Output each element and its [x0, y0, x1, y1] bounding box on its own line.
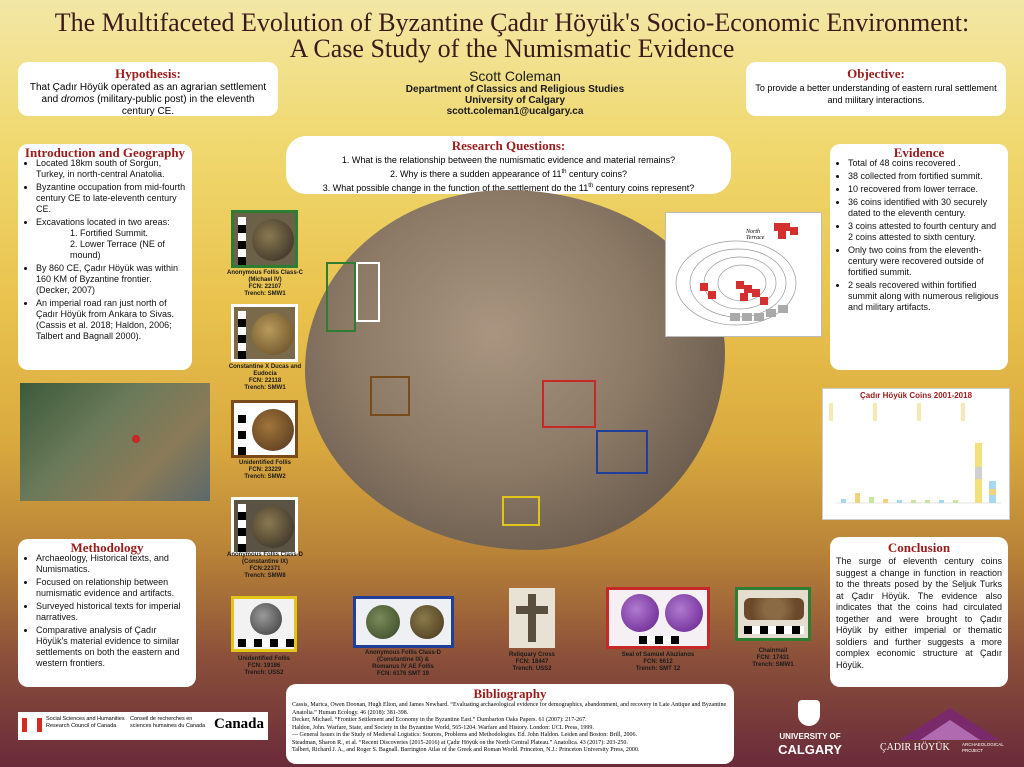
caption-line: Trench: SMW1 [752, 662, 794, 668]
site-plan-map [665, 212, 822, 337]
caption-line: FCN: 6612 [643, 659, 673, 665]
caption-line: (Constantine IX) [242, 559, 288, 565]
methodology-bullet: • Archaeology, Historical texts, and Numismatics. [36, 553, 190, 575]
research-q3-pre: 3. What possible change in the function of the settlement do the 11 [322, 183, 589, 193]
methodology-bullet: • Surveyed historical texts for imperial narratives. [36, 601, 190, 623]
chart-plot [829, 423, 1005, 511]
scale-bar-icon [238, 639, 294, 647]
artifact-caption-6 [348, 650, 458, 678]
author-block [370, 68, 660, 117]
caption-line: FCN: 19186 [247, 663, 281, 669]
caption-line: Trench: SMW8 [244, 573, 286, 579]
intro-heading: Introduction and Geography [24, 145, 186, 160]
ucalgary-logo [760, 700, 860, 760]
coin-caption-4 [220, 552, 310, 580]
coin-caption-2 [220, 364, 310, 392]
caption-line: Trench: USS2 [512, 666, 552, 672]
evidence-bullet: • 2 seals recovered within fortified summit along with numerous religious and military artifacts. [848, 280, 1002, 313]
caption-line: FCN: 23229 [248, 467, 282, 473]
author-univ: University of Calgary [464, 95, 566, 106]
cadir-sub: ARCHAEOLOGICAL PROJECT [962, 742, 1004, 753]
bibliography-heading: Bibliography [473, 686, 547, 701]
title-line-2: A Case Study of the Numismatic Evidence [289, 34, 735, 63]
research-q1: 1. What is the relationship between the numismatic evidence and material remains? [341, 155, 676, 165]
cadir-hoyuk-logo [880, 702, 1010, 760]
chart-bar [939, 500, 944, 503]
chart-bar [911, 500, 916, 503]
artifact-photo-7 [509, 588, 555, 648]
site-plan-contours [666, 213, 821, 336]
sshrc-en: Social Sciences and Humanities Research Council of Canada [46, 716, 125, 729]
hypothesis-box [18, 62, 278, 116]
evidence-bullet: • 38 collected from fortified summit. [848, 171, 1002, 182]
artifact-photo-9 [735, 587, 811, 641]
coin-photo-1 [231, 210, 298, 268]
caption-line: Constantine X Ducas and [228, 364, 302, 370]
bib-ref: Cassis, Marica, Owen Doonan, Hugh Elton, and James Newhard. “Evaluating archaeological evidence for demographics, abandonment, and recovery in Late Antique and Byzantine Anatolia.” Human Ecology. 46 (2018): 381-398. [292, 702, 727, 716]
evidence-heading: Evidence [893, 145, 945, 160]
artifact-photo-5 [231, 596, 297, 652]
author-name: Scott Coleman [469, 68, 561, 84]
author-email[interactable]: scott.coleman1@ucalgary.ca [446, 106, 584, 117]
seal-icon [665, 594, 703, 632]
coin-icon [410, 605, 444, 639]
bib-ref: — General Issues in the Study of Medieval Logistics: Sources, Problems and Methodologies. Ed. John Haldon. Leiden and Boston: Brill, 2006. [292, 732, 637, 738]
scale-bar-icon [238, 504, 246, 552]
canada-wordmark: Canada [214, 716, 265, 732]
intro-bullet: • Located 18km south of Sorgun, Turkey, in north-central Anatolia. [36, 158, 186, 180]
chart-bar [841, 499, 846, 503]
chart-title: Çadır Höyük Coins 2001-2018 [859, 391, 973, 400]
caption-line: Anonymous Follis Class-D [226, 552, 303, 558]
chart-bar [897, 500, 902, 503]
intro-bullet: • By 860 CE, Çadır Höyük was within 160 KM of Byzantine frontier. (Decker, 2007) [36, 263, 186, 296]
evidence-bullet: • Only two coins from the eleventh-century were recovered outside of fortified summit. [848, 245, 1002, 278]
caption-line: Trench: USS2 [244, 670, 284, 676]
caption-line: FCN:22371 [249, 566, 281, 572]
artifact-caption-8 [603, 652, 713, 673]
chart-bar [855, 493, 860, 503]
sshrc-fr: Conseil de recherches en sciences humaines du Canada [130, 716, 206, 729]
chart-legend [829, 403, 1003, 421]
area-marker-green [326, 262, 356, 332]
chart-bar [989, 489, 996, 495]
hypothesis-text-post: (military-public post) in the eleventh century CE. [94, 94, 255, 117]
caption-line: Anonymous Follis Class-D [364, 650, 441, 656]
objective-text: To provide a better understanding of eastern rural settlement and military interactions. [755, 83, 997, 105]
evidence-bullet: • Total of 48 coins recovered . [848, 158, 1002, 169]
caption-line: Anonymous Follis Class-C [226, 270, 303, 276]
research-questions-box [286, 136, 731, 194]
research-q2-pre: 2. Why is there a sudden appearance of 11 [390, 169, 562, 179]
artifact-caption-7 [492, 652, 572, 673]
chart-bar [975, 467, 982, 479]
hypothesis-text-pre: That Çadır Höyük operated as an agrarian settlement and [29, 82, 267, 105]
caption-line: Seal of Samuel Aluzianos [621, 652, 695, 658]
research-q2-sup: th [561, 169, 567, 175]
evidence-box [830, 144, 1008, 370]
chart-bar [953, 500, 958, 503]
area-marker-yellow [502, 496, 540, 526]
coin-icon [252, 409, 294, 451]
caption-line: Eudocia [253, 371, 277, 377]
artifact-photo-8 [606, 587, 710, 649]
caption-line: Trench: SMW1 [244, 291, 286, 297]
seal-icon [621, 594, 659, 632]
bib-ref: Haldon, John. Warfare, State, and Society in the Byzantine World, 565-1204. Warfare and History. London: UCL Press, 1999. [292, 724, 594, 731]
scale-bar-icon [238, 217, 246, 265]
reliquary-cross-icon [528, 594, 536, 642]
conclusion-text: The surge of eleventh century coins suggest a change in function in reaction to the threats posed by the Seljuk Turks at Çadır Höyük. The evidence also indicates that the coins had circulated together and were brought to Çadır Höyük by either imperial or thematic soldiers and further suggests a more complex economic structure at Çadır Höyük. [836, 556, 1002, 670]
methodology-heading: Methodology [70, 540, 144, 555]
ucalgary-crest-icon [798, 700, 820, 726]
canada-flag-icon [22, 718, 42, 732]
intro-bullet [36, 217, 186, 261]
artifact-caption-9 [730, 648, 816, 669]
intro-subitem: 2. Lower Terrace (NE of mound) [70, 239, 165, 260]
bib-ref: Talbert, Richard J. A., and Roger S. Bagnall. Barrington Atlas of the Greek and Roman World. Princeton, N.J.: Princeton University Press, 2000. [292, 747, 640, 753]
chart-bar [883, 499, 888, 503]
scale-bar-icon [744, 626, 804, 634]
caption-line: Unidentified Follis [238, 656, 290, 662]
intro-bullet-text: Excavations located in two areas: [36, 217, 170, 227]
caption-line: Trench: SMW2 [244, 474, 286, 480]
caption-line: FCN: 17431 [756, 655, 790, 661]
intro-bullet: • An imperial road ran just north of Çadır Höyük from Ankara to Sivas. (Cassis et al. 2018; Haldon, 2006; Talbert and Bagnall 2000). [36, 298, 186, 342]
caption-line: FCN: 22118 [248, 378, 282, 384]
area-marker-brown [370, 376, 410, 416]
coin-photo-2 [231, 304, 298, 362]
bib-ref: Steadman, Sharon R., et al. “Recent Discoveries (2015-2016) at Çadır Höyük on the North Central Plateau.” Anatolica. 43 (2017): 203-250. [292, 739, 628, 746]
research-q2 [294, 166, 723, 180]
evidence-bullet: • 36 coins identified with 30 securely dated to the eleventh century. [848, 197, 1002, 219]
caption-line: Reliquary Cross [508, 652, 556, 658]
chart-bar [869, 497, 874, 503]
caption-line: FCN: 22107 [248, 284, 282, 290]
author-dept: Department of Classics and Religious Studies [405, 84, 625, 95]
scale-bar-icon [238, 407, 246, 455]
methodology-bullet: • Comparative analysis of Çadır Höyük's material evidence to similar settlements on both the eastern and western frontiers. [36, 625, 190, 669]
coin-icon [252, 506, 294, 548]
scale-bar-icon [238, 311, 246, 359]
coins-chart [822, 388, 1010, 520]
intro-bullet: • Byzantine occupation from mid-fourth century CE to late-eleventh century CE. [36, 182, 186, 215]
caption-line: Unidentified Follis [239, 460, 291, 466]
research-q3-post: century coins represent? [593, 183, 695, 193]
objective-heading: Objective: [847, 66, 905, 81]
satellite-map-image [20, 383, 210, 501]
artifact-photo-6 [353, 596, 454, 648]
evidence-bullet: • 3 coins attested to fourth century and 2 coins attested to sixth century. [848, 221, 1002, 243]
chart-bar [925, 500, 930, 503]
caption-line: FCN: 6176 SMT 19 [376, 671, 430, 677]
caption-line: (Michael IV) [248, 277, 282, 283]
coin-caption-1 [220, 270, 310, 298]
methodology-box [18, 539, 196, 687]
title-line-1: The Multifaceted Evolution of Byzantine Çadır Höyük's Socio-Economic Environment: [54, 8, 970, 37]
chainmail-icon [744, 598, 804, 620]
coin-icon [366, 605, 400, 639]
coin-photo-3 [231, 400, 298, 458]
objective-box [746, 62, 1006, 116]
conclusion-box [830, 537, 1008, 687]
sshrc-logo [18, 712, 268, 740]
north-terrace-label: North Terrace [746, 229, 765, 241]
area-marker-white [356, 262, 380, 322]
coin-photo-4 [231, 497, 298, 555]
intro-subitem: 1. Fortified Summit. [70, 228, 149, 238]
caption-line: Trench: SMT 12 [635, 666, 681, 672]
scale-bar-icon [639, 636, 679, 644]
artifact-caption-5 [222, 656, 306, 677]
coin-icon [252, 313, 294, 355]
area-marker-red [542, 380, 596, 428]
evidence-bullet: • 10 recovered from lower terrace. [848, 184, 1002, 195]
research-q3-sup: th [588, 183, 594, 189]
ucalgary-line2: CALGARY [778, 742, 842, 757]
map-site-marker-icon [132, 435, 140, 443]
coin-icon [250, 603, 282, 635]
caption-line: FCN: 18447 [515, 659, 549, 665]
methodology-bullet: • Focused on relationship between numismatic evidence and artifacts. [36, 577, 190, 599]
conclusion-heading: Conclusion [887, 540, 951, 555]
hypothesis-text [26, 82, 270, 118]
bibliography-box [286, 684, 734, 764]
caption-line: Chainmail [758, 648, 788, 654]
research-heading: Research Questions: [451, 138, 566, 153]
research-q2-post: century coins? [566, 169, 627, 179]
caption-line: (Constantine IX) & [377, 657, 429, 663]
cadir-wordmark: ÇADIR HÖYÜK [880, 742, 950, 753]
cadir-mound-icon [880, 702, 1010, 742]
reliquary-cross-arm [516, 606, 548, 614]
coin-icon [252, 219, 294, 261]
ucalgary-line1: UNIVERSITY OF [779, 732, 841, 741]
caption-line: Romanus IV AE Follis [372, 664, 434, 670]
area-marker-blue [596, 430, 648, 474]
poster-title [0, 10, 1024, 62]
introduction-box [18, 144, 192, 370]
hypothesis-heading: Hypothesis: [115, 66, 181, 81]
bib-ref: Decker, Michael. “Frontier Settlement and Economy in the Byzantine East.” Dumbarton Oaks Papers. 61 (2007): 217-267. [292, 717, 587, 723]
hypothesis-text-em: dromos [61, 94, 95, 105]
caption-line: Trench: SMW1 [244, 385, 286, 391]
coin-caption-3 [220, 460, 310, 481]
